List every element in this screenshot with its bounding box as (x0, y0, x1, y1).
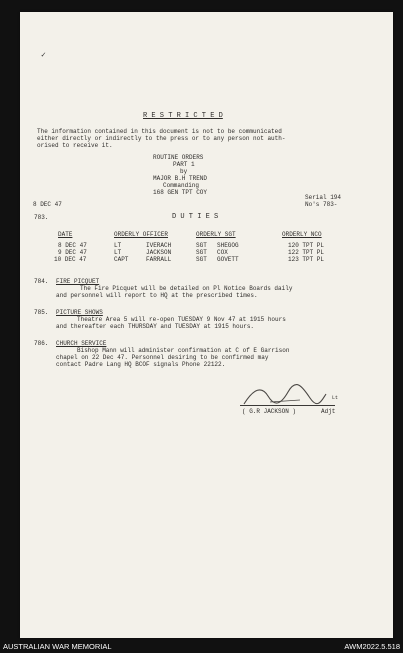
row-sgt-rank: SGT (196, 256, 207, 263)
column-orderly-officer: ORDERLY OFFICER (114, 231, 169, 238)
header-unit: 168 GEN TPT COY (153, 189, 208, 196)
row-officer-rank: LT (114, 249, 122, 256)
church-line-2: chapel on 22 Dec 47. Personnel desiring to be confirmed may (56, 354, 269, 361)
order-date: 8 DEC 47 (33, 201, 62, 208)
header-commander: MAJOR B.H TREND (153, 175, 208, 182)
church-line-1: Bishop Mann will administer confirmation at C of E Garrison (77, 347, 290, 354)
picture-number: 785. (34, 309, 49, 316)
signature-line (240, 405, 335, 406)
row-date: 8 DEC 47 (58, 242, 87, 249)
row-sgt-name: SHEGOG (217, 242, 239, 249)
row-sgt-rank: SGT (196, 242, 207, 249)
fire-title: FIRE PICQUET (56, 278, 100, 285)
church-title: CHURCH SERVICE (56, 340, 107, 347)
header-routine-orders: ROUTINE ORDERS (153, 154, 204, 161)
row-sgt-rank: SGT (196, 249, 207, 256)
punch-mark: ✓ (41, 51, 46, 60)
fire-line-2: and personnel will report to HQ at the prescribed times. (56, 292, 258, 299)
order-numbers: No's 783- (305, 201, 338, 208)
footer-accession-number: AWM2022.5.518 (344, 642, 400, 651)
document-page (20, 12, 393, 638)
footer-bar (0, 640, 403, 653)
row-sgt-name: COX (217, 249, 228, 256)
intro-line-2: either directly or indirectly to the press or to any person not auth- (37, 135, 286, 142)
column-date: DATE (58, 231, 73, 238)
header-by: by (180, 168, 188, 175)
row-officer-rank: LT (114, 242, 122, 249)
row-date: 9 DEC 47 (58, 249, 87, 256)
picture-line-1: Theatre Area 5 will re-open TUESDAY 9 Nov 47 at 1915 hours (77, 316, 286, 323)
row-nco: 122 TPT PL (288, 249, 325, 256)
row-sgt-name: GOVETT (217, 256, 239, 263)
classification-heading: R E S T R I C T E D (143, 112, 223, 120)
row-officer-rank: CAPT (114, 256, 129, 263)
duties-title: D U T I E S (172, 213, 219, 221)
church-number: 786. (34, 340, 49, 347)
footer-source: AUSTRALIAN WAR MEMORIAL (3, 642, 112, 651)
signature-name: ( G.R JACKSON ) (242, 408, 297, 415)
row-date: 10 DEC 47 (54, 256, 87, 263)
fire-number: 784. (34, 278, 49, 285)
picture-line-2: and thereafter each THURSDAY and TUESDAY at 1915 hours. (56, 323, 255, 330)
row-nco: 120 TPT PL (288, 242, 325, 249)
column-orderly-nco: ORDERLY NCO (282, 231, 322, 238)
column-orderly-sgt: ORDERLY SGT (196, 231, 236, 238)
serial-number: Serial 194 (305, 194, 342, 201)
row-nco: 123 TPT PL (288, 256, 325, 263)
row-officer-name: IVERACH (146, 242, 172, 249)
row-officer-name: FARRALL (146, 256, 172, 263)
church-line-3: contact Padre Lang HQ BCOF signals Phone 22122. (56, 361, 226, 368)
intro-line-3: orised to receive it. (37, 142, 113, 149)
duties-number: 783. (34, 214, 49, 221)
intro-line-1: The information contained in this document is not to be communicated (37, 128, 282, 135)
fire-line-1: The Fire Picquet will be detailed on Pl Notice Boards daily (80, 285, 293, 292)
signature-role: Adjt (321, 408, 336, 415)
row-officer-name: JACKSON (146, 249, 172, 256)
signature-rank: Lt (332, 395, 339, 401)
header-part: PART 1 (173, 161, 195, 168)
header-commanding: Commanding (163, 182, 200, 189)
picture-title: PICTURE SHOWS (56, 309, 103, 316)
